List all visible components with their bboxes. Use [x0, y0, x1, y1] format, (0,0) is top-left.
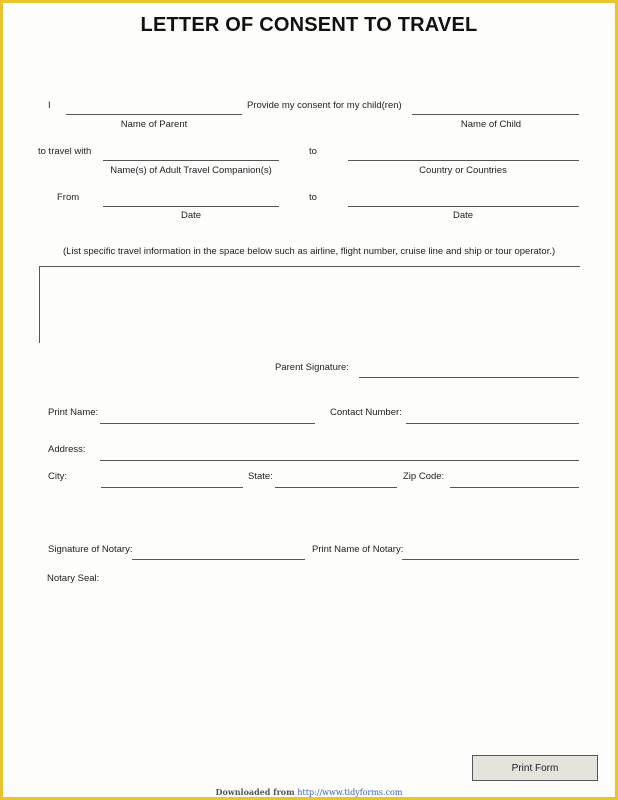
from-label: From [57, 192, 80, 203]
parent-name-field[interactable] [66, 114, 242, 115]
parent-name-caption: Name of Parent [120, 119, 188, 130]
contact-number-field[interactable] [406, 423, 579, 424]
print-name-label: Print Name: [48, 407, 99, 418]
state-label: State: [248, 471, 273, 482]
to-label-1: to [309, 146, 317, 157]
address-label: Address: [48, 444, 86, 455]
to-date-field[interactable] [348, 206, 579, 207]
notary-seal-label: Notary Seal: [47, 573, 100, 584]
form-title: LETTER OF CONSENT TO TRAVEL [140, 14, 478, 36]
notary-signature-field[interactable] [132, 559, 305, 560]
parent-signature-field[interactable] [359, 377, 579, 378]
parent-signature-label: Parent Signature: [275, 362, 349, 373]
print-form-button[interactable]: Print Form [472, 755, 598, 781]
address-field[interactable] [100, 460, 579, 461]
companion-name-field[interactable] [103, 160, 279, 161]
download-footer [0, 787, 618, 797]
country-field[interactable] [348, 160, 579, 161]
contact-number-label: Contact Number: [330, 407, 402, 418]
from-date-field[interactable] [103, 206, 279, 207]
footer-link[interactable]: http://www.tidyforms.com [297, 788, 403, 797]
print-name-field[interactable] [100, 423, 315, 424]
notary-print-name-field[interactable] [402, 559, 579, 560]
to-label-2: to [309, 192, 317, 203]
notary-print-name-label: Print Name of Notary: [312, 544, 404, 555]
form-page [3, 3, 615, 797]
state-field[interactable] [275, 487, 397, 488]
companion-caption: Name(s) of Adult Travel Companion(s) [110, 165, 272, 176]
to-date-caption: Date [452, 210, 474, 221]
footer-prefix: Downloaded from [215, 787, 298, 797]
notary-signature-label: Signature of Notary: [48, 544, 133, 555]
travel-info-textarea[interactable] [39, 266, 580, 343]
city-field[interactable] [101, 487, 243, 488]
from-date-caption: Date [180, 210, 202, 221]
zip-code-label: Zip Code: [403, 471, 445, 482]
city-label: City: [48, 471, 67, 482]
travel-info-instructions: (List specific travel information in the space below such as airline, flight number, cruise line and ship or tour operator.) [63, 246, 556, 257]
i-label: I [48, 100, 51, 111]
country-caption: Country or Countries [419, 165, 507, 176]
child-name-caption: Name of Child [460, 119, 522, 130]
zip-code-field[interactable] [450, 487, 579, 488]
consent-text: Provide my consent for my child(ren) [247, 100, 402, 111]
travel-with-label: to travel with [38, 146, 92, 157]
child-name-field[interactable] [412, 114, 579, 115]
